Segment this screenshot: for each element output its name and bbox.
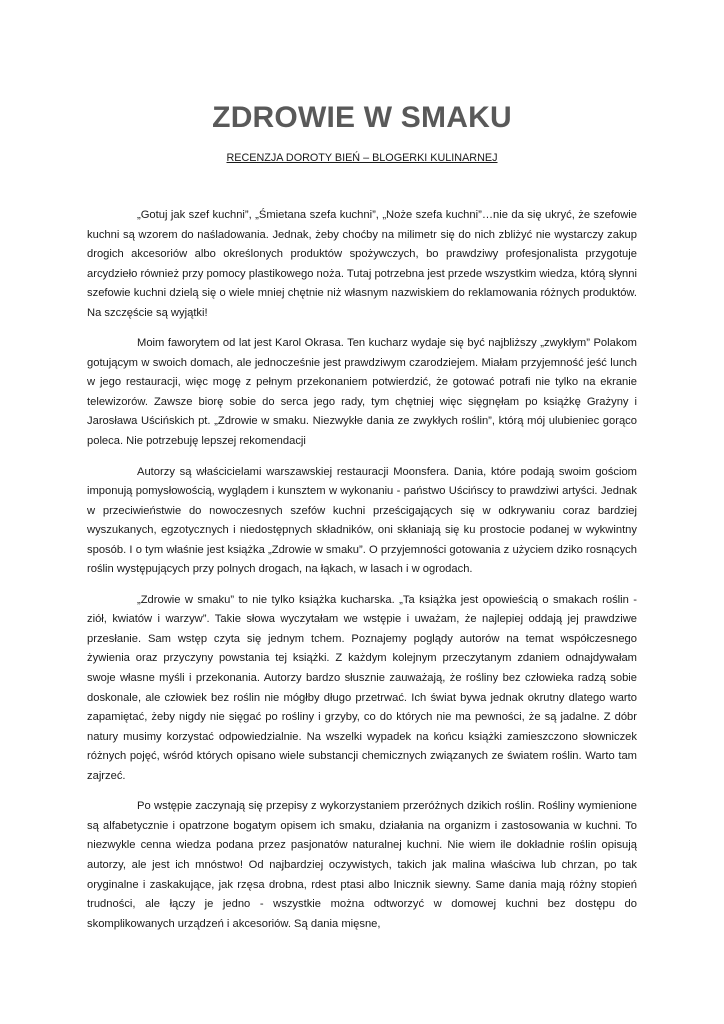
page-title: ZDROWIE W SMAKU bbox=[212, 101, 512, 134]
paragraph-2: Moim faworytem od lat jest Karol Okrasa. Ten kucharz wydaje się być najbliższy „zwykłym” Polakom gotującym w swoich domach, ale jednocześnie jest prawdziwym czarodziejem. Miałam przyjemność jeść lunch w jego restauracji, więc mogę z pełnym przekonaniem potwierdzić, że gotować potrafi nie tylko na ekranie telewizorów. Zawsze biorę sobie do serca jego rady, tym chętniej więc sięgnęłam po książkę Grażyny i Jarosława Uścińskich pt. „Zdrowie w smaku. Niezwykłe dania ze zwykłych roślin”, którą mój ulubieniec gorąco poleca. Nie potrzebuję lepszej rekomendacji bbox=[87, 337, 637, 448]
paragraph-5: Po wstępie zaczynają się przepisy z wykorzystaniem przeróżnych dzikich roślin. Rośliny wymienione są alfabetycznie i opatrzone bogatym opisem ich smaku, działania na organizm i zastosowania w kuchni. To niezwykle cenna wiedza podana przez pasjonatów naturalnej kuchni. Nie wiem ile dokładnie roślin opisują autorzy, ale jest ich mnóstwo! Od najbardziej oczywistych, takich jak malina właściwa lub chrzan, po tak oryginalne i zaskakujące, jak rzęsa drobna, rdest ptasi albo lnicznik siewny. Same dania mają różny stopień trudności, ale łączy je jedno - wszystkie można odtworzyć w domowej kuchni bez dostępu do skomplikowanych urządzeń i akcesoriów. Są dania mięsne, bbox=[87, 800, 637, 930]
paragraph-1: „Gotuj jak szef kuchni”, „Śmietana szefa kuchni”, „Noże szefa kuchni”…nie da się ukryć, że szefowie kuchni są wzorem do naśladowania. Jednak, żeby choćby na milimetr się do nich zbliżyć nie wystarczy zakup drogich akcesoriów albo określonych produktów spożywczych, bo prawdziwy profesjonalista przygotuje arcydzieło również przy pomocy plastikowego noża. Tutaj potrzebna jest przede wszystkim wiedza, którą słynni szefowie kuchni dzielą się o wiele mniej chętnie niż własnym nazwiskiem do reklamowania różnych produktów. Na szczęście są wyjątki! bbox=[87, 209, 637, 319]
paragraph-3: Autorzy są właścicielami warszawskiej restauracji Moonsfera. Dania, które podają swoim gościom imponują pomysłowością, wyglądem i kunsztem w wykonaniu - państwo Uścińscy to prawdziwi artyści. Jednak w przeciwieństwie do nowoczesnych szefów kuchni prześcigających się w odkrywaniu coraz bardziej wyszukanych, egzotycznych i niedostępnych składników, oni skłaniają się ku prostocie podanej w wykwintny sposób. I o tym właśnie jest książka „Zdrowie w smaku”. O przyjemności gotowania z użyciem dziko rosnących roślin występujących przy polnych drogach, na łąkach, w lasach i w ogrodach. bbox=[87, 465, 637, 576]
paragraph-4: „Zdrowie w smaku” to nie tylko książka kucharska. „Ta książka jest opowieścią o smakach roślin - ziół, kwiatów i warzyw”. Takie słowa wyczytałam we wstępie i uważam, że najlepiej oddają jej prawdziwe przesłanie. Sam wstęp czyta się jednym tchem. Poznajemy poglądy autorów na temat współczesnego żywienia oraz przyczyny powstania tej książki. Z każdym kolejnym przeczytanym zdaniem odnajdywałam swoje własne myśli i przekonania. Autorzy bardzo słusznie zauważają, że rośliny bez człowieka radzą sobie doskonale, ale człowiek bez roślin nie mógłby długo przetrwać. Ich świat bywa jednak okrutny dlatego warto zapamiętać, żeby nigdy nie sięgać po rośliny i grzyby, co do których nie ma pewności, że są jadalne. Z dóbr natury musimy korzystać odpowiedzialnie. Na wszelki wypadek na końcu książki zamieszczono słowniczek różnych pojęć, wśród których opisano wiele substancji chemicznych związanych ze światem roślin. Warto tam zajrzeć. bbox=[87, 593, 637, 782]
article-body bbox=[87, 206, 637, 945]
page-subtitle: RECENZJA DOROTY BIEŃ – BLOGERKI KULINARNEJ bbox=[226, 152, 498, 164]
